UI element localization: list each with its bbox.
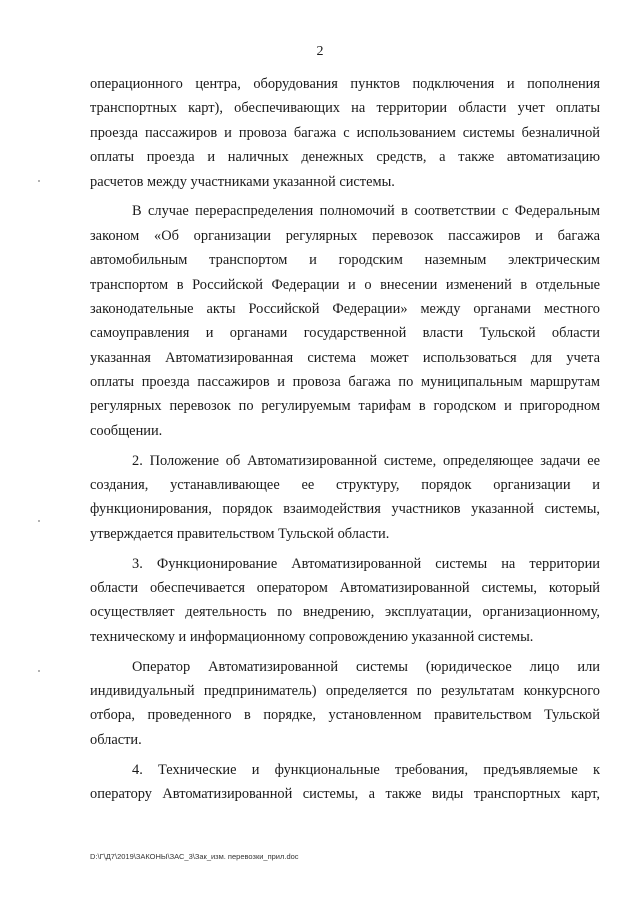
text-line: законодательные акты Российской Федерации» между органами местного	[90, 300, 600, 317]
text-line: проезда пассажиров и провоза багажа с использованием системы безналичной	[90, 124, 600, 141]
paragraph-redistribution	[90, 199, 600, 443]
text-line: оператору Автоматизированной системы, а также виды транспортных карт,	[90, 785, 600, 802]
text-line: индивидуальный предприниматель) определяется по результатам конкурсного	[90, 682, 600, 699]
text-line: расчетов между участниками указанной системы.	[90, 173, 395, 190]
scan-speck	[38, 670, 40, 672]
text-line: отбора, проведенного в порядке, установленном правительством Тульской	[90, 707, 600, 724]
text-line: 4. Технические и функциональные требования, предъявляемые к	[132, 761, 600, 778]
scan-speck	[38, 180, 40, 182]
text-line: регулярных перевозок по регулируемым тарифам в городском и пригородном	[90, 398, 600, 415]
file-path-footer: D:\Г\Д7\2019\ЗАКОНЫ\ЗАС_3\Зак_изм. перевозки_прил.doc	[90, 852, 299, 861]
text-line: области обеспечивается оператором Автоматизированной системы, который	[90, 579, 600, 596]
text-line: 2. Положение об Автоматизированной системе, определяющее задачи ее	[132, 452, 600, 469]
paragraph-operator	[90, 655, 600, 753]
text-line: В случае перераспределения полномочий в соответствии с Федеральным	[132, 203, 600, 220]
text-line: сообщении.	[90, 422, 163, 439]
text-line: операционного центра, оборудования пунктов подключения и пополнения	[90, 76, 600, 92]
text-line: указанная Автоматизированная система может использоваться для учета	[90, 349, 600, 366]
text-line: Оператор Автоматизированной системы (юридическое лицо или	[132, 658, 600, 675]
text-line: области.	[90, 731, 142, 748]
document-body	[90, 72, 600, 806]
text-line: законом «Об организации регулярных перевозок пассажиров и багажа	[90, 227, 600, 244]
page-number: 2	[316, 44, 324, 59]
text-line: транспортом в Российской Федерации и о внесении изменений в отдельные	[90, 276, 600, 293]
text-line: техническому и информационному сопровождению указанной системы.	[90, 628, 534, 645]
text-line: самоуправления и органами государственной власти Тульской области	[90, 325, 600, 342]
paragraph-item-2	[90, 449, 600, 547]
paragraph-continuation	[90, 72, 600, 194]
text-line: оплаты проезда и наличных денежных средств, а также автоматизацию	[90, 149, 600, 166]
paragraph-item-3	[90, 552, 600, 650]
text-line: транспортных карт), обеспечивающих на территории области учет оплаты	[90, 100, 600, 117]
text-line: утверждается правительством Тульской области.	[90, 525, 390, 542]
text-line: функционирования, порядок взаимодействия участников указанной системы,	[90, 501, 600, 518]
paragraph-item-4	[90, 758, 600, 807]
text-line: автомобильным транспортом и городским наземным электрическим	[90, 252, 600, 269]
text-line: создания, устанавливающее ее структуру, порядок организации и	[90, 477, 600, 494]
text-line: осуществляет деятельность по внедрению, эксплуатации, организационному,	[90, 604, 600, 621]
text-line: оплаты проезда пассажиров и провоза багажа по муниципальным маршрутам	[90, 374, 600, 391]
scan-speck	[38, 520, 40, 522]
text-line: 3. Функционирование Автоматизированной системы на территории	[132, 555, 600, 572]
